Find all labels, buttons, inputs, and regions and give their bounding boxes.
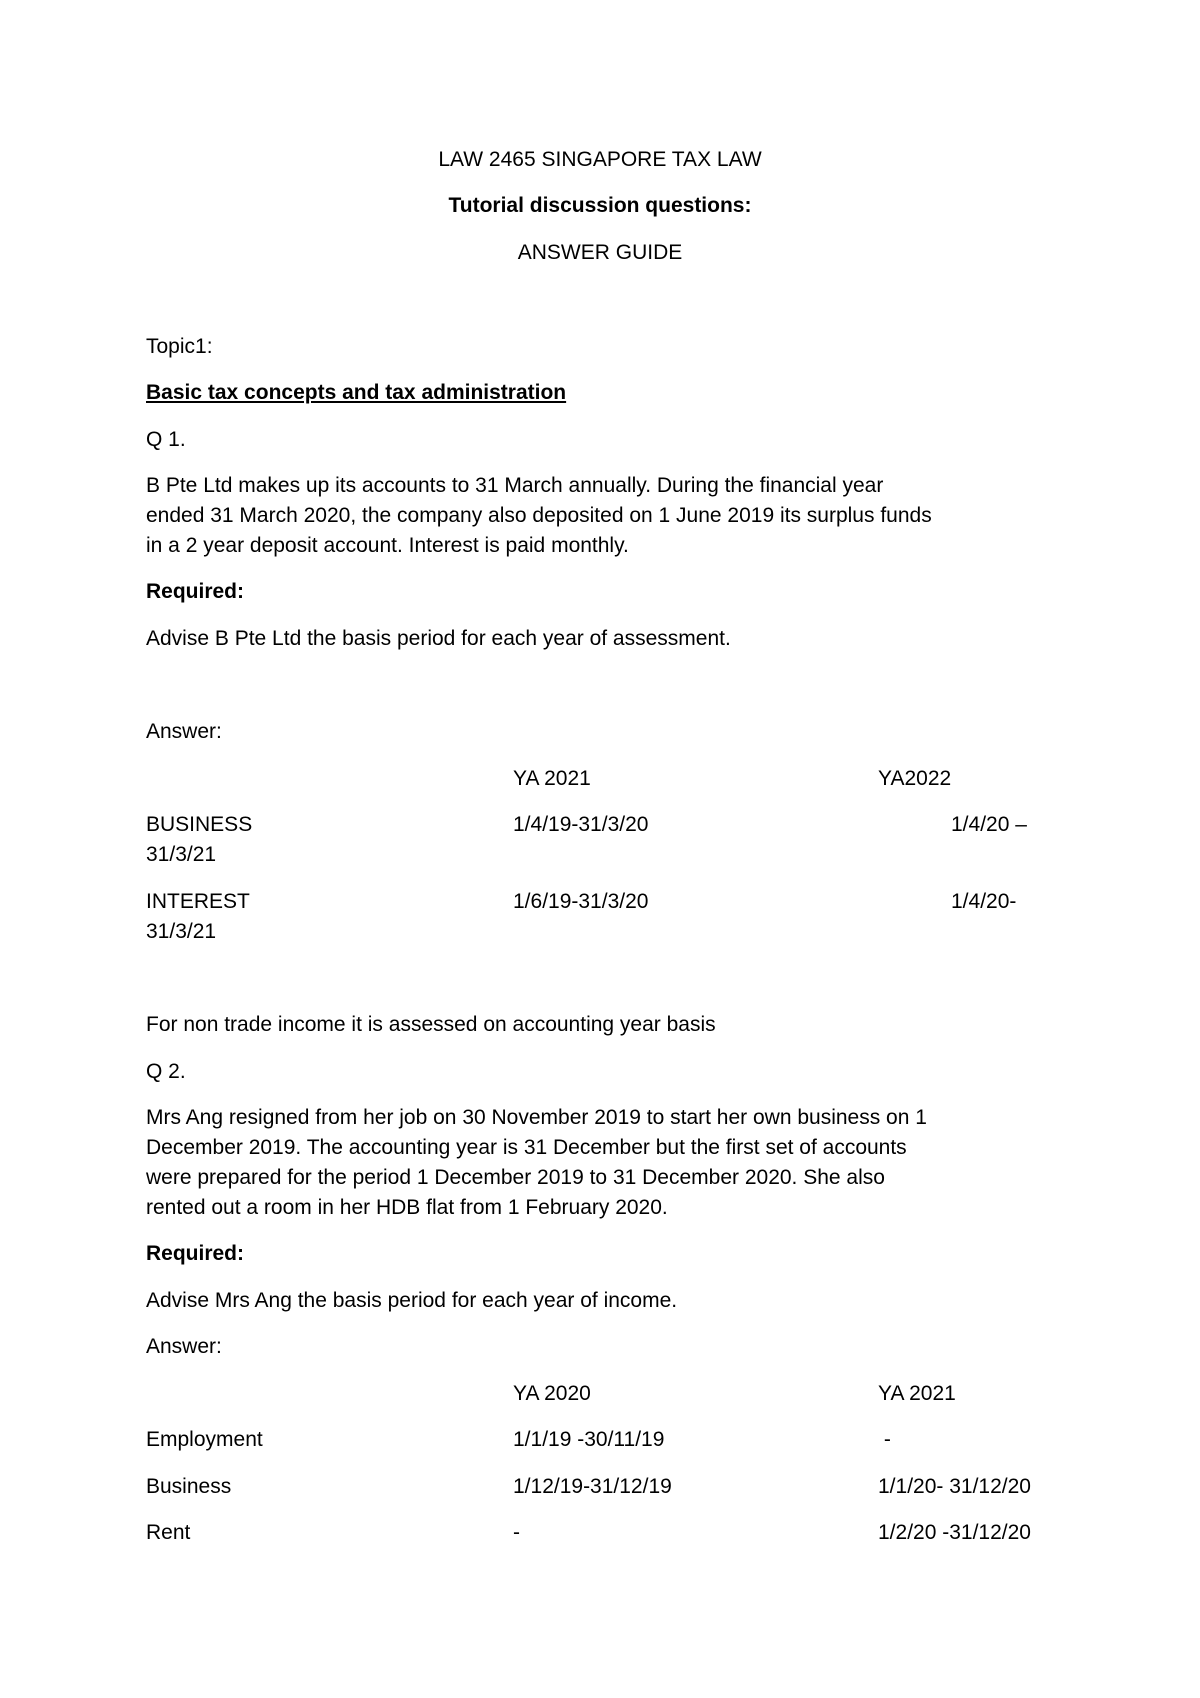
row-cell: 1/2/20 -31/12/20: [878, 1521, 1031, 1544]
q2-body-line: were prepared for the period 1 December 2019 to 31 December 2020. She also: [146, 1166, 885, 1189]
q1-note: For non trade income it is assessed on accounting year basis: [146, 1013, 716, 1036]
row-cell: 1/1/20- 31/12/20: [878, 1475, 1031, 1498]
table-header: YA 2021: [513, 767, 591, 790]
row-label: INTEREST: [146, 890, 250, 913]
row-cell: 1/12/19-31/12/19: [513, 1475, 672, 1498]
row-label: Business: [146, 1475, 232, 1498]
document-subtitle: Tutorial discussion questions:: [448, 194, 752, 217]
q1-body-line: in a 2 year deposit account. Interest is paid monthly.: [146, 534, 629, 557]
row-cell: 1/4/20-: [951, 890, 1017, 913]
q1-required-text: Advise B Pte Ltd the basis period for each year of assessment.: [146, 627, 731, 650]
topic-heading: Basic tax concepts and tax administration: [146, 381, 567, 404]
table-header: YA2022: [878, 767, 952, 790]
row-cell: 1/6/19-31/3/20: [513, 890, 649, 913]
q1-required-label: Required:: [146, 580, 245, 603]
q2-body-line: rented out a room in her HDB flat from 1 February 2020.: [146, 1196, 668, 1219]
row-cell: 1/1/19 -30/11/19: [513, 1428, 665, 1451]
table-header: YA 2020: [513, 1382, 591, 1405]
row-label: Rent: [146, 1521, 191, 1544]
topic-label: Topic1:: [146, 335, 213, 358]
q1-body-line: B Pte Ltd makes up its accounts to 31 March annually. During the financial year: [146, 474, 884, 497]
q2-label: Q 2.: [146, 1060, 186, 1083]
row-cell: -: [513, 1521, 520, 1544]
row-cell-wrap: 31/3/21: [146, 843, 217, 866]
q1-body-line: ended 31 March 2020, the company also deposited on 1 June 2019 its surplus funds: [146, 504, 932, 527]
row-cell: -: [878, 1428, 891, 1451]
row-cell: 1/4/19-31/3/20: [513, 813, 649, 836]
answer-guide-title: ANSWER GUIDE: [517, 241, 683, 264]
q2-body-line: Mrs Ang resigned from her job on 30 November 2019 to start her own business on 1: [146, 1106, 927, 1129]
course-title: LAW 2465 SINGAPORE TAX LAW: [438, 148, 762, 171]
row-cell-wrap: 31/3/21: [146, 920, 217, 943]
q2-answer-label: Answer:: [146, 1335, 222, 1358]
row-cell: 1/4/20 –: [951, 813, 1027, 836]
q2-required-label: Required:: [146, 1242, 245, 1265]
q2-body-line: December 2019. The accounting year is 31 December but the first set of accounts: [146, 1136, 907, 1159]
q2-required-text: Advise Mrs Ang the basis period for each year of income.: [146, 1289, 678, 1312]
q1-answer-label: Answer:: [146, 720, 222, 743]
row-label: BUSINESS: [146, 813, 253, 836]
table-header: YA 2021: [878, 1382, 956, 1405]
q1-label: Q 1.: [146, 428, 186, 451]
row-label: Employment: [146, 1428, 263, 1451]
